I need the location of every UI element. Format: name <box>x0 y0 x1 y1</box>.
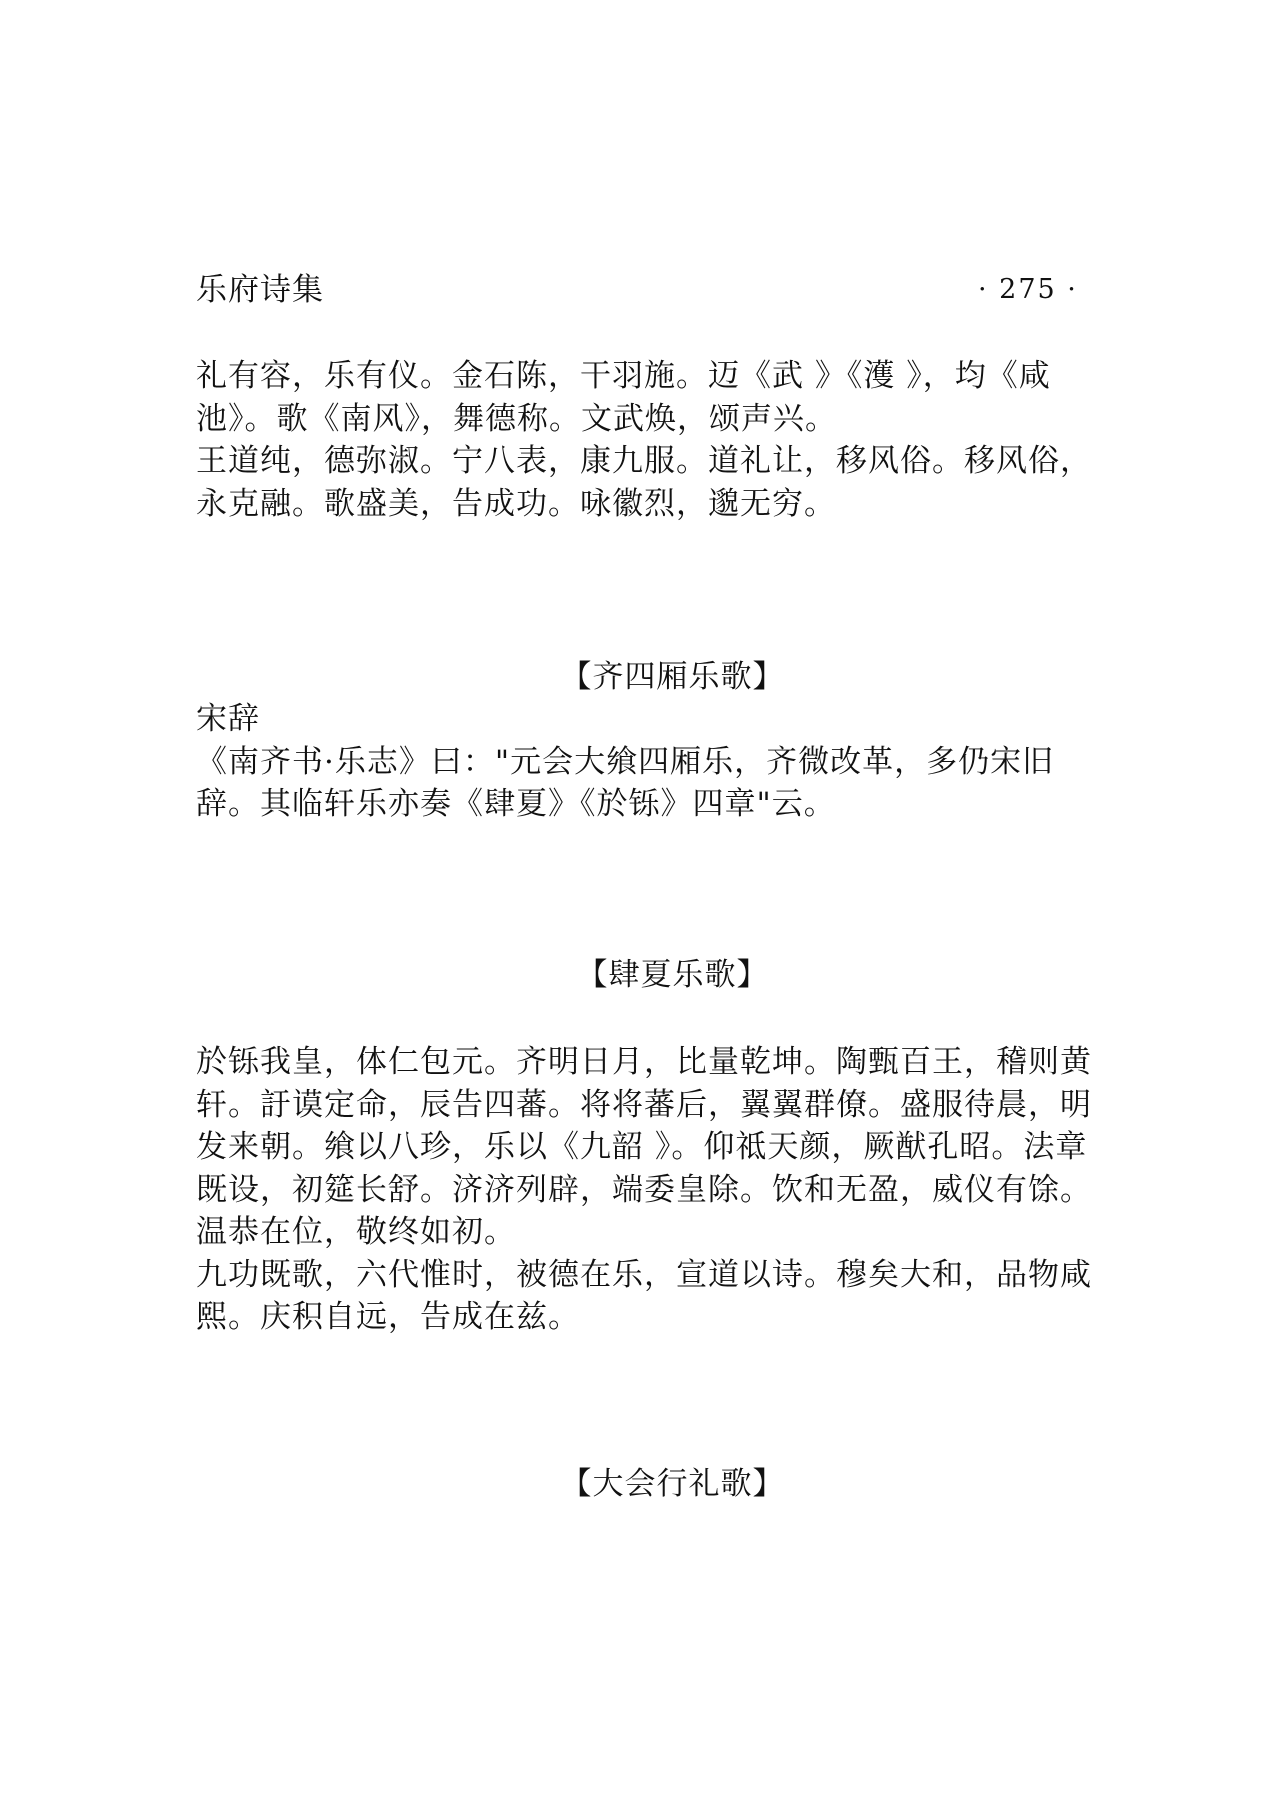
poem-paragraph: 王道纯，德弥淑。宁八表，康九服。道礼让，移风俗。移风俗，永克融。歌盛美，告成功。咏徽烈，邈无穷。 <box>196 443 1092 522</box>
poem-paragraph: 九功既歌，六代惟时，被德在乐，宣道以诗。穆矣大和，品物咸熙。庆积自远，告成在兹。 <box>196 1256 1092 1335</box>
section-note: 《南齐书·乐志》曰："元会大飨四厢乐，齐微改革，多仍宋旧辞。其临轩乐亦奏《肆夏》《於铄》四章"云。 <box>196 743 1055 822</box>
section-heading-sixia: 【肆夏乐歌】 <box>576 957 769 993</box>
section-heading-qi-sixiang: 【齐四厢乐歌】 <box>560 659 785 695</box>
section-subtitle: 宋辞 <box>196 701 260 737</box>
section-intro <box>196 698 1116 826</box>
poem-paragraph: 礼有容，乐有仪。金石陈，干羽施。迈《武 》《濩 》，均《咸池》。歌《南风》，舞德称。文武焕，颂声兴。 <box>196 358 1051 437</box>
section-heading-dahui: 【大会行礼歌】 <box>560 1466 785 1502</box>
poem-text-continued <box>196 355 1116 525</box>
running-header-title: 乐府诗集 <box>196 272 324 308</box>
page-number: · 275 · <box>978 274 1078 305</box>
poem-text-sixia <box>196 1041 1116 1339</box>
poem-paragraph: 於铄我皇，体仁包元。齐明日月，比量乾坤。陶甄百王，稽则黄轩。訏谟定命，辰告四蕃。将将蕃后，翼翼群僚。盛服待晨，明发来朝。飨以八珍，乐以《九韶 》。仰祗天颜，厥猷孔昭。法章既设，初筵长舒。济济列辟，端委皇除。饮和无盈，威仪有馀。温恭在位，敬终如初。 <box>196 1044 1092 1250</box>
